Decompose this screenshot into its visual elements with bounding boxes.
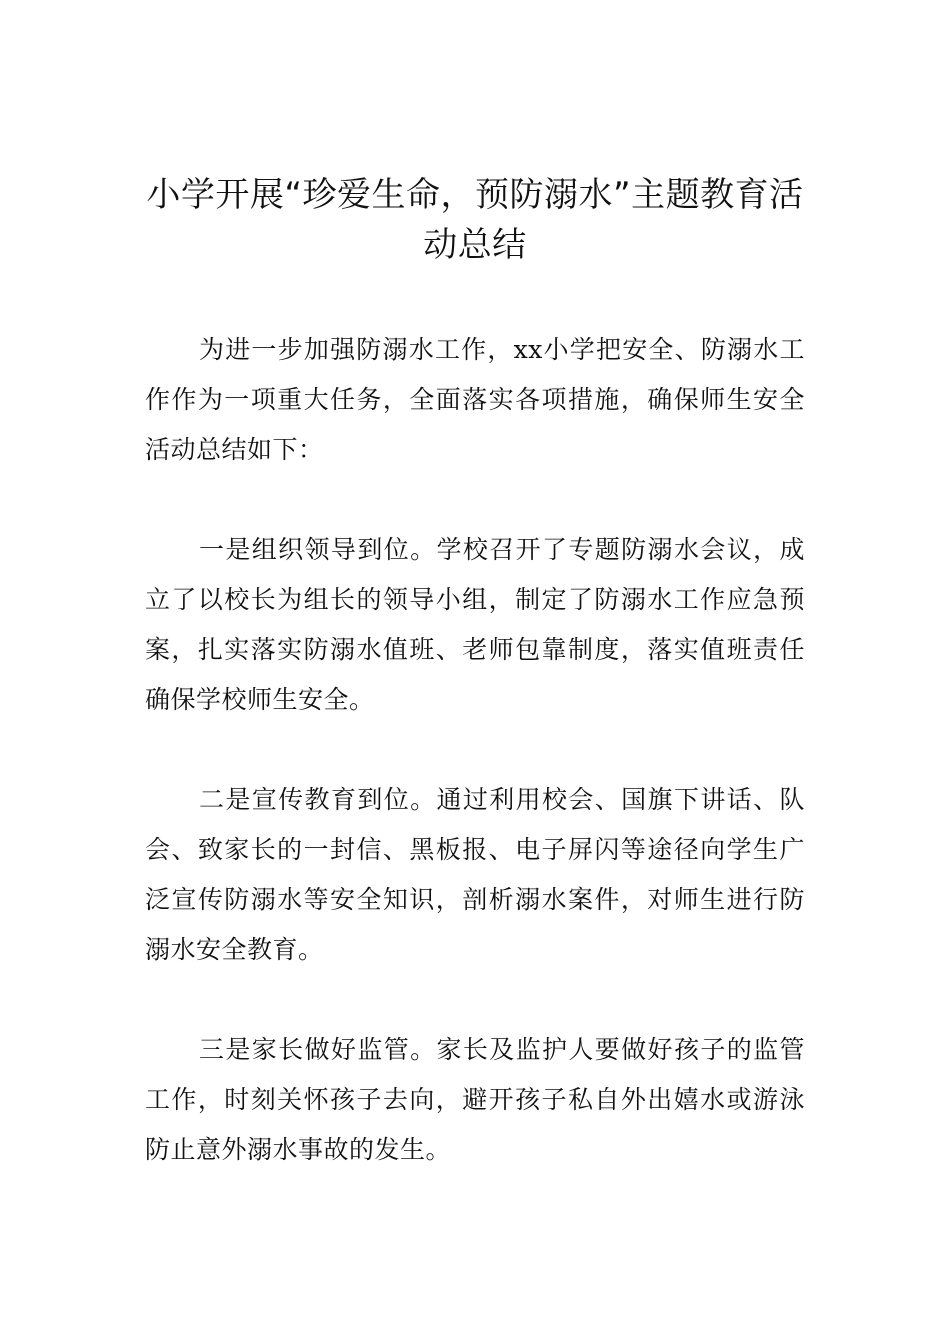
intro-paragraph: 为进一步加强防溺水工作，xx小学把安全、防溺水工作作为一项重大任务，全面落实各项措施，确保师生安全活动总结如下： — [145, 335, 805, 464]
paragraph-education: 二是宣传教育到位。通过利用校会、国旗下讲话、队会、致家长的一封信、黑板报、电子屏闪等途径向学生广泛宣传防溺水等安全知识，剖析溺水案件，对师生进行防溺水安全教育。 — [145, 785, 805, 964]
document-title: 小学开展“珍爱生命，预防溺水”主题教育活动总结 — [146, 175, 804, 265]
paragraph-parents: 三是家长做好监管。家长及监护人要做好孩子的监管工作，时刻关怀孩子去向，避开孩子私自外出嬉水或游泳防止意外溺水事故的发生。 — [145, 1035, 805, 1164]
paragraph-organization: 一是组织领导到位。学校召开了专题防溺水会议，成立了以校长为组长的领导小组，制定了防溺水工作应急预案，扎实落实防溺水值班、老师包靠制度，落实值班责任确保学校师生安全。 — [145, 535, 805, 714]
